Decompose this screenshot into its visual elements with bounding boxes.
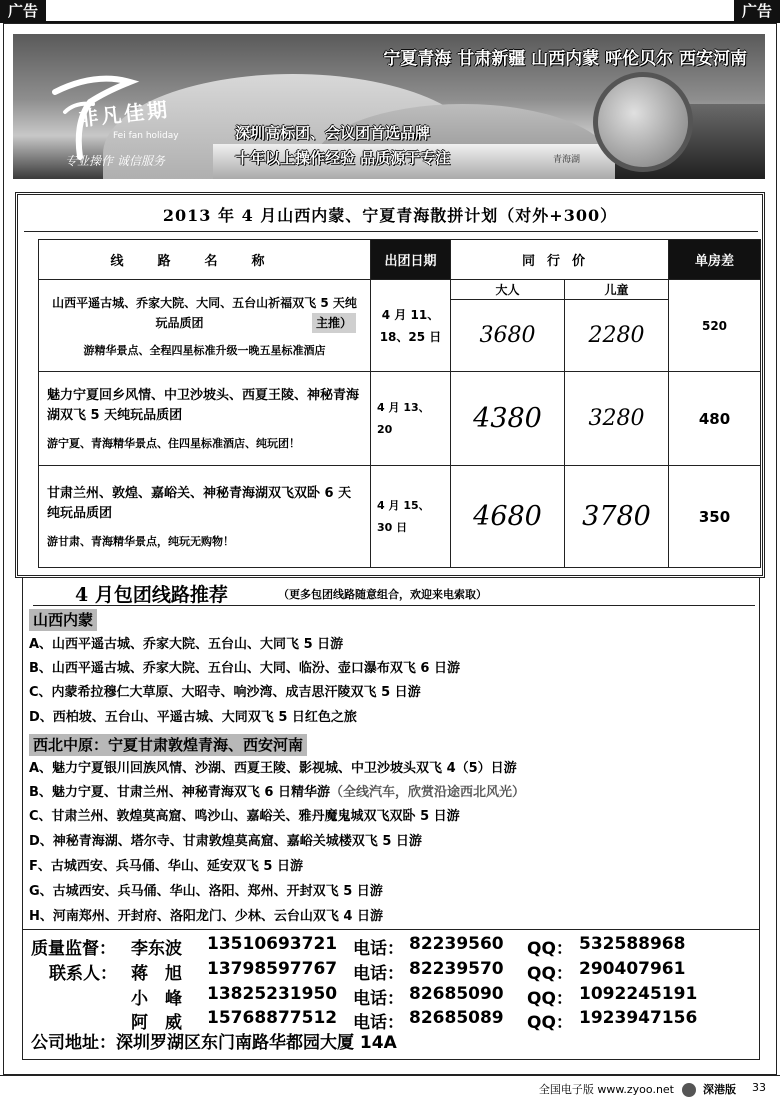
qq-label: QQ：: [527, 964, 573, 984]
header-route: 线路名称: [39, 240, 371, 280]
contact-name: 小 峰: [131, 989, 182, 1009]
route-cell: [39, 466, 371, 568]
edition-badge-icon: [682, 1083, 696, 1097]
route-name: 甘肃兰州、敦煌、嘉峪关、神秘青海湖双飞双卧 6 天纯玩品质团: [47, 485, 352, 521]
single-supplement: 350: [669, 466, 761, 568]
banner-line-1: 深圳高标团、会议团首选品牌: [235, 124, 431, 142]
qq-label: QQ：: [527, 939, 573, 959]
departure-dates: 4 月 15、30 日: [371, 466, 451, 568]
route-name: 魅力宁夏回乡风情、中卫沙坡头、西夏王陵、神秘青海湖双飞 5 天纯玩品质团: [47, 387, 360, 423]
featured-tag: 主推）: [312, 313, 356, 333]
adult-price: 4380: [451, 372, 565, 466]
lake-label: 青海湖: [553, 155, 581, 165]
package-title: 4 月包团线路推荐: [75, 584, 228, 606]
list-item: F、古城西安、兵马俑、华山、延安双飞 5 日游: [29, 859, 303, 874]
section-title-northwest: 西北中原：宁夏甘肃敦煌青海、西安河南: [29, 734, 307, 756]
list-item: B、山西平遥古城、乔家大院、五台山、大同、临汾、壶口瀑布双飞 6 日游: [29, 661, 461, 676]
contact-name: 李东波: [131, 939, 182, 959]
contact-row: [31, 984, 751, 1009]
contact-mobile: 13825231950: [207, 984, 338, 1004]
route-cell: [39, 280, 371, 372]
qq-label: QQ：: [527, 989, 573, 1009]
contact-phone: 82685089: [409, 1008, 504, 1028]
address-row: [31, 1028, 397, 1053]
route-highlights: 游精华景点、全程四星标准升级一晚五星标准酒店: [83, 343, 326, 357]
banner-line-2: 十年以上操作经验 品质源于专注: [235, 149, 451, 167]
contact-mobile: 13510693721: [207, 934, 338, 954]
route-cell: [39, 372, 371, 466]
contact-phone: 82685090: [409, 984, 504, 1004]
header-price: 同行价: [451, 240, 669, 280]
schedule-table: [15, 192, 765, 578]
schedule-title: 2013 年 4 月山西内蒙、宁夏青海散拼计划（对外+300）: [162, 206, 618, 225]
schedule-grid: [38, 239, 761, 568]
ad-label-right: 广告: [734, 0, 780, 22]
page-number: 33: [752, 1081, 766, 1094]
route-name: 山西平遥古城、乔家大院、大同、五台山祈福双飞 5 天纯玩品质团: [52, 295, 357, 330]
contact-phone: 82239560: [409, 934, 504, 954]
contact-qq: 290407961: [579, 959, 686, 979]
divider: [24, 231, 758, 232]
phone-label: 电话：: [353, 964, 404, 984]
list-item: H、河南郑州、开封府、洛阳龙门、少林、云台山双飞 4 日游: [29, 909, 383, 924]
contact-qq: 532588968: [579, 934, 686, 954]
footer-edition: 深港版: [703, 1083, 736, 1096]
single-supplement: 520: [669, 280, 761, 372]
departure-dates: 4 月 11、18、25 日: [371, 280, 451, 372]
table-header-row: [39, 240, 761, 280]
banner: [13, 34, 765, 179]
child-price: 2280: [565, 300, 669, 372]
header-date: 出团日期: [371, 240, 451, 280]
adult-price: 4680: [451, 466, 565, 568]
contact-mobile: 13798597767: [207, 959, 338, 979]
brand-english: Fei fan holiday: [113, 131, 179, 141]
contacts-block: [22, 930, 760, 1060]
contact-qq: 1923947156: [579, 1008, 698, 1028]
qq-label: QQ：: [527, 1013, 573, 1033]
phone-label: 电话：: [353, 989, 404, 1009]
list-item: A、魅力宁夏银川回族风情、沙湖、西夏王陵、影视城、中卫沙坡头双飞 4（5）日游: [29, 761, 517, 776]
list-item: C、内蒙希拉穆仁大草原、大昭寺、响沙湾、成吉思汗陵双飞 5 日游: [29, 685, 421, 700]
footer-divider: [0, 1075, 780, 1076]
banner-destinations: 宁夏青海 甘肃新疆 山西内蒙 呼伦贝尔 西安河南: [383, 49, 747, 69]
banner-circle-photo: [593, 72, 693, 172]
list-item: G、古城西安、兵马俑、华山、洛阳、郑州、开封双飞 5 日游: [29, 884, 383, 899]
contact-row: [31, 959, 751, 984]
subheader-adult: 大人: [451, 280, 565, 300]
route-highlights: 游甘肃、青海精华景点，纯玩无购物！: [47, 534, 234, 548]
package-header: [33, 580, 755, 606]
contact-qq: 1092245191: [579, 984, 698, 1004]
contact-mobile: 15768877512: [207, 1008, 338, 1028]
contact-name: 蒋 旭: [131, 964, 182, 984]
supervisor-label: 质量监督：: [31, 939, 116, 959]
phone-label: 电话：: [353, 1013, 404, 1033]
child-price: 3780: [565, 466, 669, 568]
departure-dates: 4 月 13、20: [371, 372, 451, 466]
single-supplement: 480: [669, 372, 761, 466]
subheader-child: 儿童: [565, 280, 669, 300]
footer-site: 全国电子版 www.zyoo.net: [538, 1083, 674, 1096]
brand-slogan: 专业操作 诚信服务: [65, 154, 165, 168]
list-item: [29, 784, 525, 802]
package-note: （更多包团线路随意组合，欢迎来电索取）: [278, 588, 487, 601]
list-item: D、神秘青海湖、塔尔寺、甘肃敦煌莫高窟、嘉峪关城楼双飞 5 日游: [29, 834, 422, 849]
list-item: C、甘肃兰州、敦煌莫高窟、鸣沙山、嘉峪关、雅丹魔鬼城双飞双卧 5 日游: [29, 809, 460, 824]
list-item: D、西柏坡、五台山、平遥古城、大同双飞 5 日红色之旅: [29, 710, 357, 725]
route-highlights: 游宁夏、青海精华景点、住四星标准酒店、纯玩团！: [47, 436, 300, 450]
list-item: A、山西平遥古城、乔家大院、五台山、大同飞 5 日游: [29, 637, 344, 652]
address-value: 深圳罗湖区东门南路华都园大厦 14A: [116, 1033, 397, 1053]
contact-name: 阿 威: [131, 1013, 182, 1033]
section-title-shanxi: 山西内蒙: [29, 609, 97, 631]
contact-row: [31, 1008, 751, 1033]
contact-phone: 82239570: [409, 959, 504, 979]
list-item-text: B、魅力宁夏、甘肃兰州、神秘青海双飞 6 日精华游: [29, 785, 331, 800]
contact-label: 联系人：: [49, 964, 117, 984]
package-section: [22, 578, 760, 930]
footer: [539, 1081, 736, 1097]
contact-row: [31, 934, 751, 959]
child-price: 3280: [565, 372, 669, 466]
ad-label-left: 广告: [0, 0, 46, 22]
list-item-note: （全线汽车，欣赏沿途西北风光）: [330, 785, 526, 800]
address-label: 公司地址：: [31, 1033, 116, 1053]
header-single-supplement: 单房差: [669, 240, 761, 280]
adult-price: 3680: [451, 300, 565, 372]
phone-label: 电话：: [353, 939, 404, 959]
brand-name: 非凡佳期: [77, 97, 172, 131]
